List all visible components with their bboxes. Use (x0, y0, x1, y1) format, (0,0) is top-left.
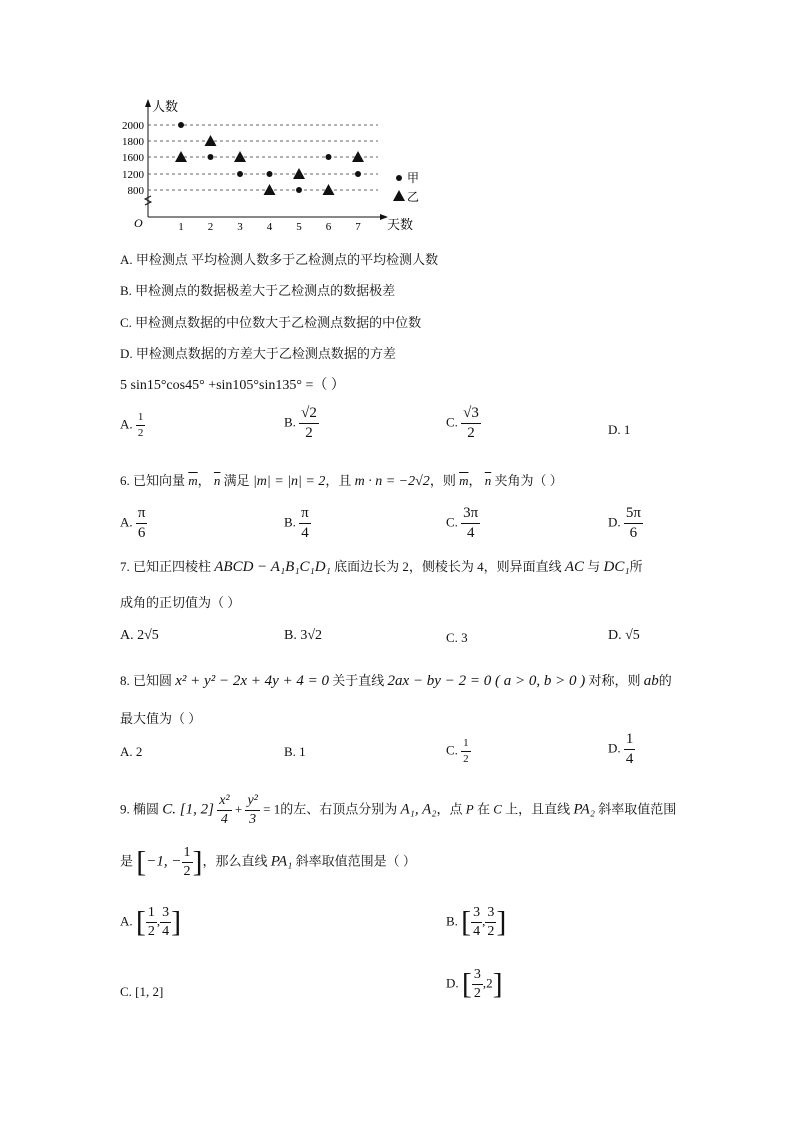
formula: C (493, 801, 502, 817)
option-label: C. (446, 414, 458, 430)
formula: PA₂ (573, 801, 596, 818)
axis-break (145, 196, 151, 205)
frac-num: 1 (182, 846, 193, 863)
frac-num: √3 (461, 406, 481, 424)
frac-den: 6 (137, 525, 146, 541)
legend-marker-triangle (393, 190, 405, 201)
text: 的 (658, 673, 672, 688)
frac-num: √2 (299, 406, 319, 424)
frac-num: 3 (472, 968, 483, 985)
frac-den: 2 (467, 425, 475, 441)
option-label: B. (284, 414, 296, 430)
frac-den: 4 (473, 924, 481, 939)
point-甲 (208, 154, 214, 160)
point-甲 (296, 187, 302, 193)
point-乙 (293, 168, 305, 179)
q7-option-d: D. √5 (608, 628, 640, 643)
q8-option-b: B. 1 (284, 744, 306, 759)
formula: A₁, A₂ (400, 801, 437, 818)
text: ，则 (429, 473, 456, 488)
frac-den: 2 (473, 986, 481, 1001)
frac-num: π (136, 506, 148, 524)
text: ，点 (436, 801, 463, 817)
frac-den: 2 (183, 864, 191, 879)
q8-line2: 最大值为（ ） (120, 711, 202, 726)
frac-den: 2 (305, 425, 313, 441)
formula: AC (564, 559, 584, 575)
frac-num: 3π (461, 506, 480, 524)
q7-option-a: A. 2√5 (120, 628, 159, 643)
formula: P (465, 801, 474, 817)
legend-label: 乙 (407, 190, 420, 204)
legend-marker-circle (396, 175, 402, 181)
formula: ABCD − A₁B₁C₁D₁ (214, 559, 331, 575)
frac-num: x² (217, 794, 231, 811)
text: 底面边长为 2，侧棱长为 4，则异面直线 (330, 559, 562, 574)
q4-option-d: D. 甲检测点数据的方差大于乙检测点数据的方差 (120, 346, 396, 361)
formula: PA₁ (270, 853, 293, 870)
y-axis-arrow (145, 99, 151, 107)
bracket: [ (135, 905, 146, 939)
q9-line2 (120, 846, 416, 879)
q7-stem (120, 556, 643, 576)
formula: |m| = |n| = 2 (252, 474, 326, 489)
frac-den: 3 (249, 812, 257, 827)
point-乙 (352, 151, 364, 162)
frac-den: 2 (137, 427, 144, 439)
q9-stem (120, 794, 676, 827)
option-label: A. (120, 913, 133, 929)
q5-option-d: D. 1 (608, 422, 631, 437)
option-label: B. (446, 913, 458, 929)
text: 关于直线 (332, 673, 385, 688)
formula: m · n = −2√2 (354, 474, 430, 489)
frac-den: 2 (463, 753, 469, 765)
point-乙 (234, 151, 246, 162)
q8-option-d (608, 732, 635, 767)
q9-option-d: D. [ $\frac{3}{2}$ ,2] (446, 967, 503, 1001)
q4-option-c: C. 甲检测点数据的中位数大于乙检测点数据的中位数 (120, 315, 422, 330)
text: ，那么直线 (202, 853, 268, 869)
point-乙 (205, 135, 217, 146)
q9-option-a: A. [ $\frac{1}{2}$ , $\frac{3}{4}$ ] (120, 905, 182, 939)
q6-option-c (446, 506, 480, 541)
q6-option-b (284, 506, 311, 541)
option-label: B. (284, 514, 296, 530)
q5-option-a (120, 412, 145, 439)
frac-num: 1 (146, 906, 157, 923)
q4-option-b: B. 甲检测点的数据极差大于乙检测点的数据极差 (120, 283, 396, 298)
option-label: A. (120, 514, 133, 530)
frac-den: 6 (629, 525, 638, 541)
vector-m: $\overline{m}$ (188, 473, 198, 488)
option-label: C. (446, 742, 458, 758)
point-甲 (355, 171, 361, 177)
text: ，且 (325, 473, 352, 488)
q8-stem (120, 670, 672, 690)
text: 8. 已知圆 (120, 673, 173, 688)
x-tick-label: 5 (296, 221, 302, 233)
q7-option-b: B. 3√2 (284, 628, 323, 643)
bracket: [ (461, 967, 472, 1001)
formula: 2ax − by − 2 = 0 ( a > 0, b > 0 ) (387, 673, 586, 689)
text: ， (468, 473, 482, 488)
point-甲 (237, 171, 243, 177)
q5-stem: 5 sin15°cos45° +sin105°sin135° =（ ） (120, 378, 345, 393)
formula: C. [1, 2] (162, 801, 214, 818)
frac-den: 2 (147, 924, 155, 939)
bracket: ] (171, 905, 182, 939)
text: + (234, 801, 243, 817)
x-tick-label: 2 (207, 221, 214, 233)
text: 夹角为（ ） (494, 473, 563, 488)
y-tick-label: 2000 (122, 120, 144, 132)
text: = 1 (263, 801, 281, 817)
q4-option-a: A. 甲检测点 平均检测人数多于乙检测点的平均检测人数 (120, 252, 439, 267)
y-tick-label: 800 (127, 185, 144, 197)
frac-den: 4 (301, 525, 309, 541)
text: 斜率取值范围是（ ） (295, 853, 416, 869)
point-乙 (175, 151, 187, 162)
bracket: ] (192, 845, 203, 879)
x-axis-label: 天数 (387, 217, 414, 232)
vector-n: $\overline{n}$ (213, 473, 221, 488)
option-label: D. (608, 740, 621, 756)
frac-den: 4 (625, 751, 634, 767)
q9-option-c: C. [1, 2] (120, 984, 164, 999)
text: 斜率取值范围 (598, 801, 677, 817)
frac-num: 1 (624, 732, 636, 750)
text: 9. 椭圆 (120, 801, 160, 817)
frac-den: 4 (466, 525, 475, 541)
frac-num: y² (245, 794, 259, 811)
frac-num: 1 (461, 738, 471, 752)
bracket: ] (492, 967, 503, 1001)
option-label: D. (446, 975, 459, 991)
q7-line2: 成角的正切值为（ ） (120, 595, 241, 610)
text: 上，且直线 (505, 801, 571, 817)
y-tick-label: 1200 (122, 169, 144, 181)
text: 满足 (223, 473, 250, 488)
legend-label: 甲 (407, 171, 420, 185)
point-甲 (178, 122, 184, 128)
formula: −1, − (146, 853, 182, 870)
x-tick-label: 4 (266, 221, 273, 233)
vector-n: $\overline{n}$ (484, 473, 492, 488)
point-甲 (326, 154, 332, 160)
frac-den: 4 (220, 812, 228, 827)
option-label: A. (120, 416, 133, 432)
q7-option-c: C. 3 (446, 630, 468, 645)
formula: x² + y² − 2x + 4y + 4 = 0 (175, 673, 330, 689)
bracket: [ (461, 905, 472, 939)
x-tick-label: 3 (237, 221, 243, 233)
frac-num: 1 (136, 412, 146, 426)
text: 2 (486, 975, 493, 991)
text: ， (197, 473, 211, 488)
q5-option-b (284, 406, 319, 441)
q6-option-a (120, 506, 147, 541)
option-label: C. (446, 514, 458, 530)
text: 是 (120, 853, 134, 869)
formula: ab (643, 673, 659, 689)
point-乙 (323, 184, 335, 195)
text: 与 (587, 559, 601, 574)
frac-num: 3 (160, 906, 171, 923)
text: 6. 已知向量 (120, 473, 186, 488)
frac-num: 3 (485, 906, 496, 923)
x-tick-label: 7 (355, 221, 361, 233)
option-label: D. (608, 514, 621, 530)
point-甲 (267, 171, 273, 177)
origin-label: O (134, 216, 143, 230)
q6-stem (120, 470, 563, 490)
text: 在 (476, 801, 490, 817)
point-乙 (264, 184, 276, 195)
bracket: ] (496, 905, 507, 939)
y-tick-label: 1800 (122, 136, 144, 148)
bracket: [ (136, 845, 147, 879)
frac-num: 5π (624, 506, 643, 524)
q5-option-c (446, 406, 481, 441)
text: 的左、右顶点分别为 (280, 801, 398, 817)
text: 7. 已知正四棱柱 (120, 559, 212, 574)
text: 对称，则 (588, 673, 641, 688)
q8-option-a: A. 2 (120, 744, 143, 759)
q8-option-c (446, 738, 471, 765)
frac-num: 3 (471, 906, 482, 923)
text: 所 (629, 559, 643, 574)
frac-num: π (299, 506, 311, 524)
x-tick-label: 6 (325, 221, 332, 233)
formula: DC₁ (603, 559, 630, 575)
vector-m: $\overline{m}$ (459, 473, 469, 488)
x-tick-label: 1 (178, 221, 184, 233)
y-axis-label: 人数 (152, 99, 179, 114)
q9-option-b: B. [ $\frac{3}{4}$ , $\frac{3}{2}$ ] (446, 905, 507, 939)
y-tick-label: 1600 (122, 152, 144, 164)
frac-den: 4 (162, 924, 170, 939)
q6-option-d (608, 506, 643, 541)
scatter-chart (110, 95, 430, 240)
frac-den: 2 (487, 924, 495, 939)
